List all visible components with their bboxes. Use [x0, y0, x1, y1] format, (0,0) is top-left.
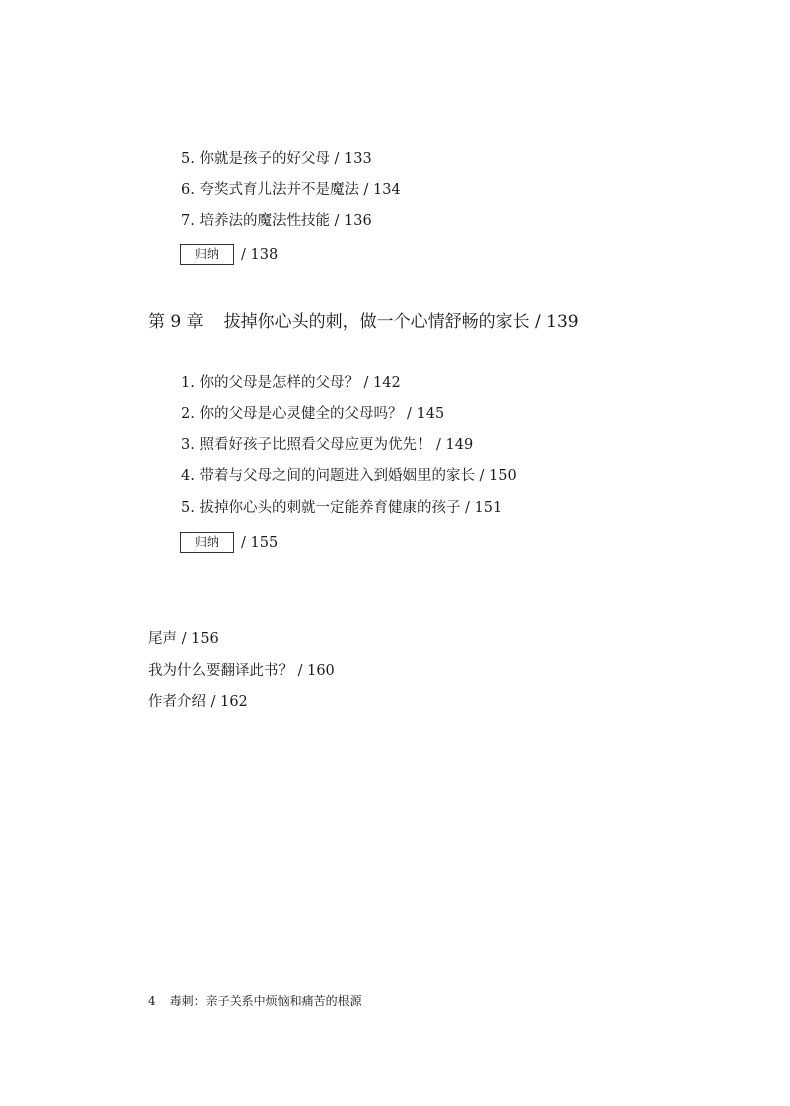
page-number: 4: [148, 994, 156, 1008]
toc-entry[interactable]: 6. 夸奖式育儿法并不是魔法 / 134: [181, 182, 401, 198]
toc-backmatter-entry[interactable]: 尾声 / 156: [148, 631, 219, 647]
toc-entry[interactable]: 2. 你的父母是心灵健全的父母吗？ / 145: [181, 406, 445, 422]
chapter-number: 第 9 章: [148, 312, 204, 332]
toc-entry[interactable]: 3. 照看好孩子比照看父母应更为优先！ / 149: [181, 437, 474, 453]
toc-backmatter-entry[interactable]: 我为什么要翻译此书？ / 160: [148, 663, 335, 679]
chapter-title: 拔掉你心头的刺，做一个心情舒畅的家长 / 139: [223, 312, 579, 332]
toc-summary-entry[interactable]: [180, 532, 278, 553]
toc-entry[interactable]: 7. 培养法的魔法性技能 / 136: [181, 213, 372, 229]
summary-page: / 155: [241, 534, 279, 551]
toc-entry[interactable]: 5. 拔掉你心头的刺就一定能养育健康的孩子 / 151: [181, 500, 503, 516]
toc-summary-entry[interactable]: [180, 244, 278, 265]
summary-box-label: 归纳: [180, 244, 234, 265]
toc-entry[interactable]: 4. 带着与父母之间的问题进入到婚姻里的家长 / 150: [181, 468, 517, 484]
toc-entry[interactable]: 5. 你就是孩子的好父母 / 133: [181, 151, 372, 167]
running-title: 毒刺：亲子关系中烦恼和痛苦的根源: [169, 994, 362, 1008]
summary-box-label: 归纳: [180, 532, 234, 553]
page-footer: [148, 993, 362, 1009]
chapter-heading[interactable]: [148, 311, 579, 333]
toc-backmatter-entry[interactable]: 作者介绍 / 162: [148, 694, 248, 710]
toc-entry[interactable]: 1. 你的父母是怎样的父母？ / 142: [181, 375, 401, 391]
summary-page: / 138: [241, 246, 279, 263]
